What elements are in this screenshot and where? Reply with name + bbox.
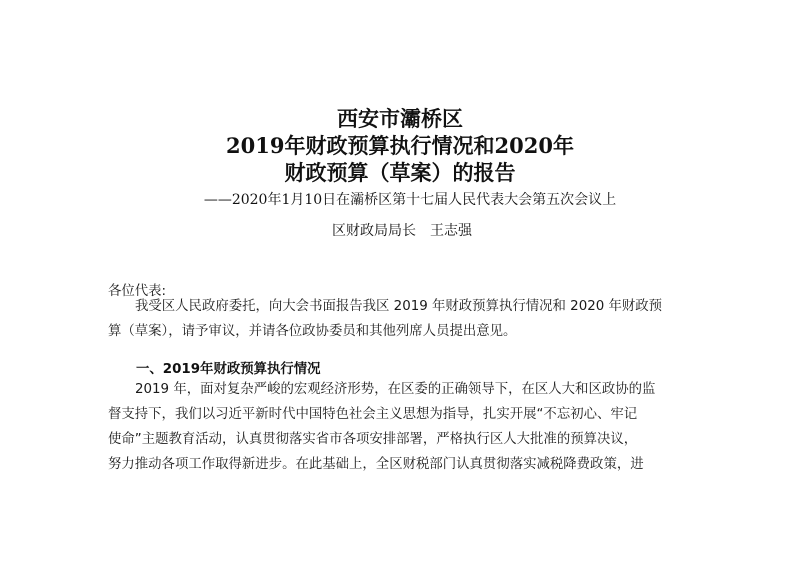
subtitle-event: ——2020年1月10日在灞桥区第十七届人民代表大会第五次会议上 [203,192,617,208]
title-line-years: 2019年财政预算执行情况和2020年 [226,133,574,158]
intro-line-2: 算（草案），请予审议，并请各位政协委员和其他列席人员提出意见。 [108,324,517,339]
salutation: 各位代表: [108,284,167,299]
intro-line-1: 我受区人民政府委托，向大会书面报告我区 2019 年财政预算执行情况和 2020 年财政预 [135,299,663,314]
title-line-report: 财政预算（草案）的报告 [284,160,516,185]
section-heading: 一、2019年财政预算执行情况 [136,362,321,377]
intro-paragraph [108,294,696,344]
section-line-2: 督支持下，我们以习近平新时代中国特色社会主义思想为指导，扎实开展“不忘初心、牢记 [108,407,638,422]
section-line-1: 2019 年，面对复杂严峻的宏观经济形势，在区委的正确领导下，在区人大和区政协的监 [135,382,656,397]
report-title [0,105,800,186]
section-paragraph [108,377,696,477]
section-line-4: 努力推动各项工作取得新进步。在此基础上，全区财税部门认真贯彻落实减税降费政策，进 [108,457,644,472]
section-line-3: 使命”主题教育活动，认真贯彻落实省市各项安排部署，严格执行区人大批准的预算决议， [108,432,638,447]
subtitle-speaker: 区财政局局长 王志强 [332,223,472,239]
title-line-district: 西安市灞桥区 [337,106,463,131]
